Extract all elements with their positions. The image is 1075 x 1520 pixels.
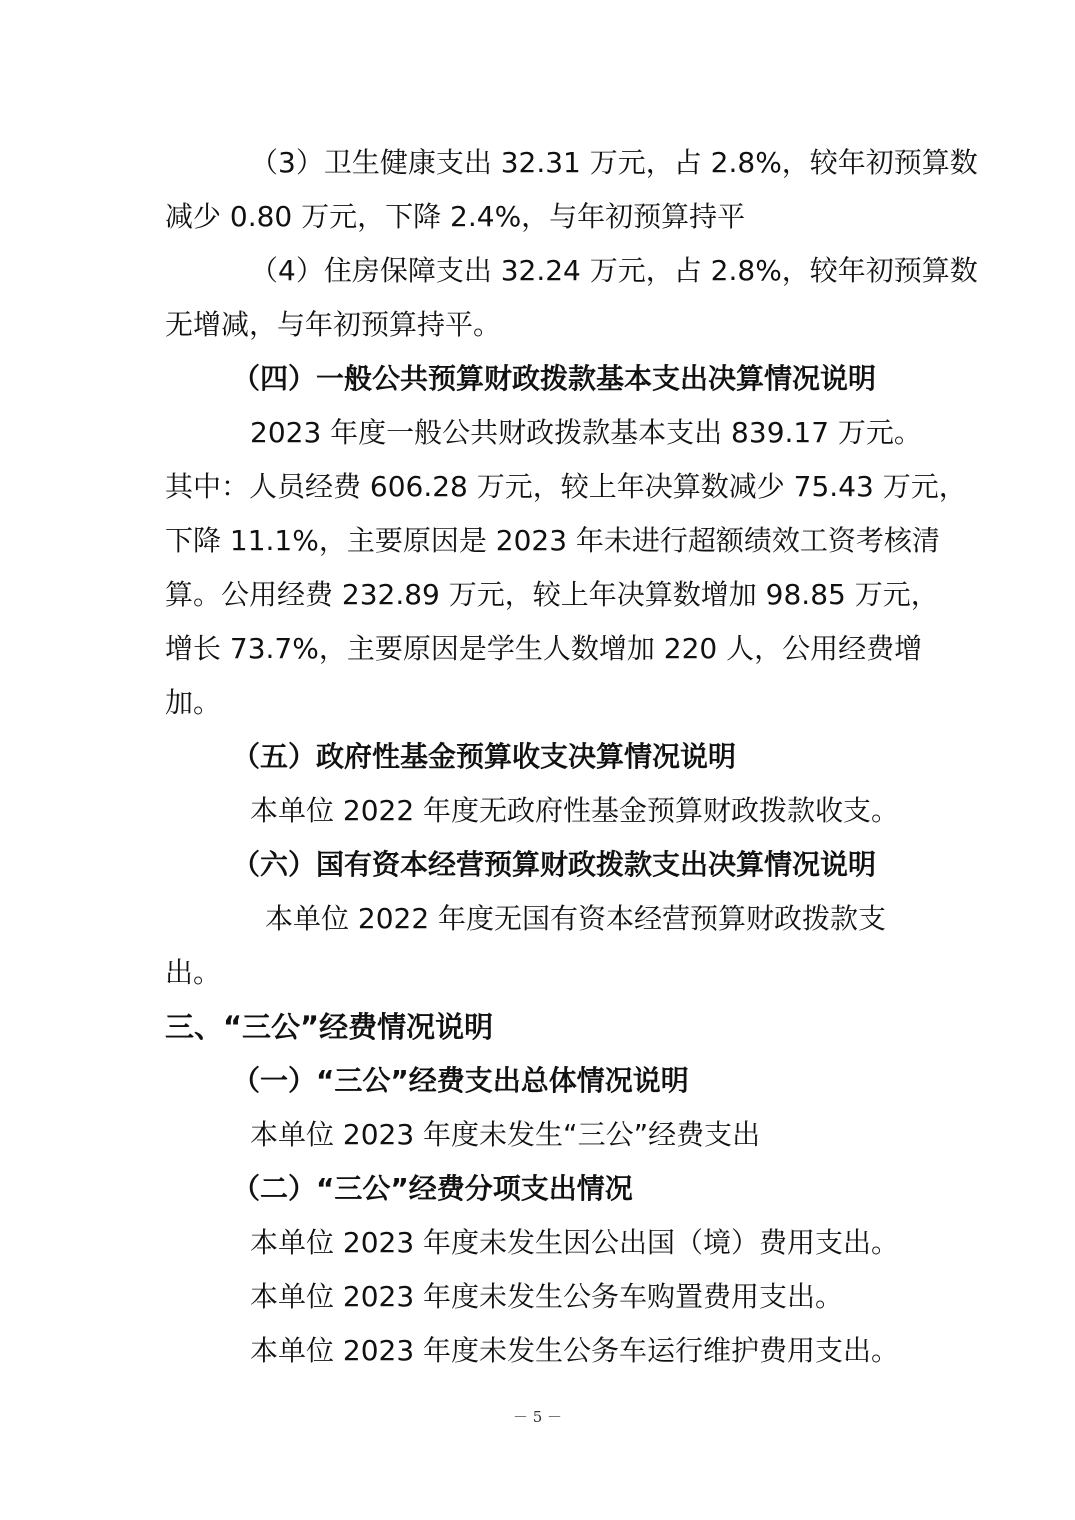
paragraph-line: 算。公用经费 232.89 万元，较上年决算数增加 98.85 万元， bbox=[165, 578, 939, 611]
paragraph-line: 增长 73.7%，主要原因是学生人数增加 220 人，公用经费增 bbox=[165, 632, 923, 665]
paragraph-line: 本单位 2023 年度未发生公务车购置费用支出。 bbox=[250, 1280, 844, 1313]
chapter-heading: 三、“三公”经费情况说明 bbox=[165, 1010, 494, 1044]
paragraph-line: 减少 0.80 万元，下降 2.4%，与年初预算持平 bbox=[165, 200, 746, 233]
paragraph-line: 本单位 2023 年度未发生“三公”经费支出 bbox=[250, 1118, 761, 1151]
section-heading: （二）“三公”经费分项支出情况 bbox=[232, 1172, 633, 1205]
paragraph-line: 本单位 2023 年度未发生公务车运行维护费用支出。 bbox=[250, 1334, 900, 1367]
paragraph-line: 2023 年度一般公共财政拨款基本支出 839.17 万元。 bbox=[250, 416, 922, 449]
paragraph-line: 出。 bbox=[165, 956, 222, 989]
paragraph-line: 下降 11.1%，主要原因是 2023 年未进行超额绩效工资考核清 bbox=[165, 524, 940, 557]
paragraph-line: 加。 bbox=[165, 686, 222, 719]
paragraph-line: 其中：人员经费 606.28 万元，较上年决算数减少 75.43 万元， bbox=[165, 470, 967, 503]
page-number: － 5 － bbox=[512, 1408, 563, 1426]
section-heading: （一）“三公”经费支出总体情况说明 bbox=[232, 1064, 689, 1097]
paragraph-line: 本单位 2023 年度未发生因公出国（境）费用支出。 bbox=[250, 1226, 900, 1259]
section-heading: （六）国有资本经营预算财政拨款支出决算情况说明 bbox=[232, 848, 877, 881]
paragraph-line: （4）住房保障支出 32.24 万元，占 2.8%，较年初预算数 bbox=[250, 254, 978, 287]
paragraph-line: （3）卫生健康支出 32.31 万元，占 2.8%，较年初预算数 bbox=[250, 146, 978, 179]
paragraph-line: 本单位 2022 年度无政府性基金预算财政拨款收支。 bbox=[250, 794, 900, 827]
paragraph-line: 本单位 2022 年度无国有资本经营预算财政拨款支 bbox=[265, 902, 887, 935]
paragraph-line: 无增减，与年初预算持平。 bbox=[165, 308, 502, 341]
section-heading: （五）政府性基金预算收支决算情况说明 bbox=[232, 740, 737, 773]
section-heading: （四）一般公共预算财政拨款基本支出决算情况说明 bbox=[232, 362, 877, 395]
